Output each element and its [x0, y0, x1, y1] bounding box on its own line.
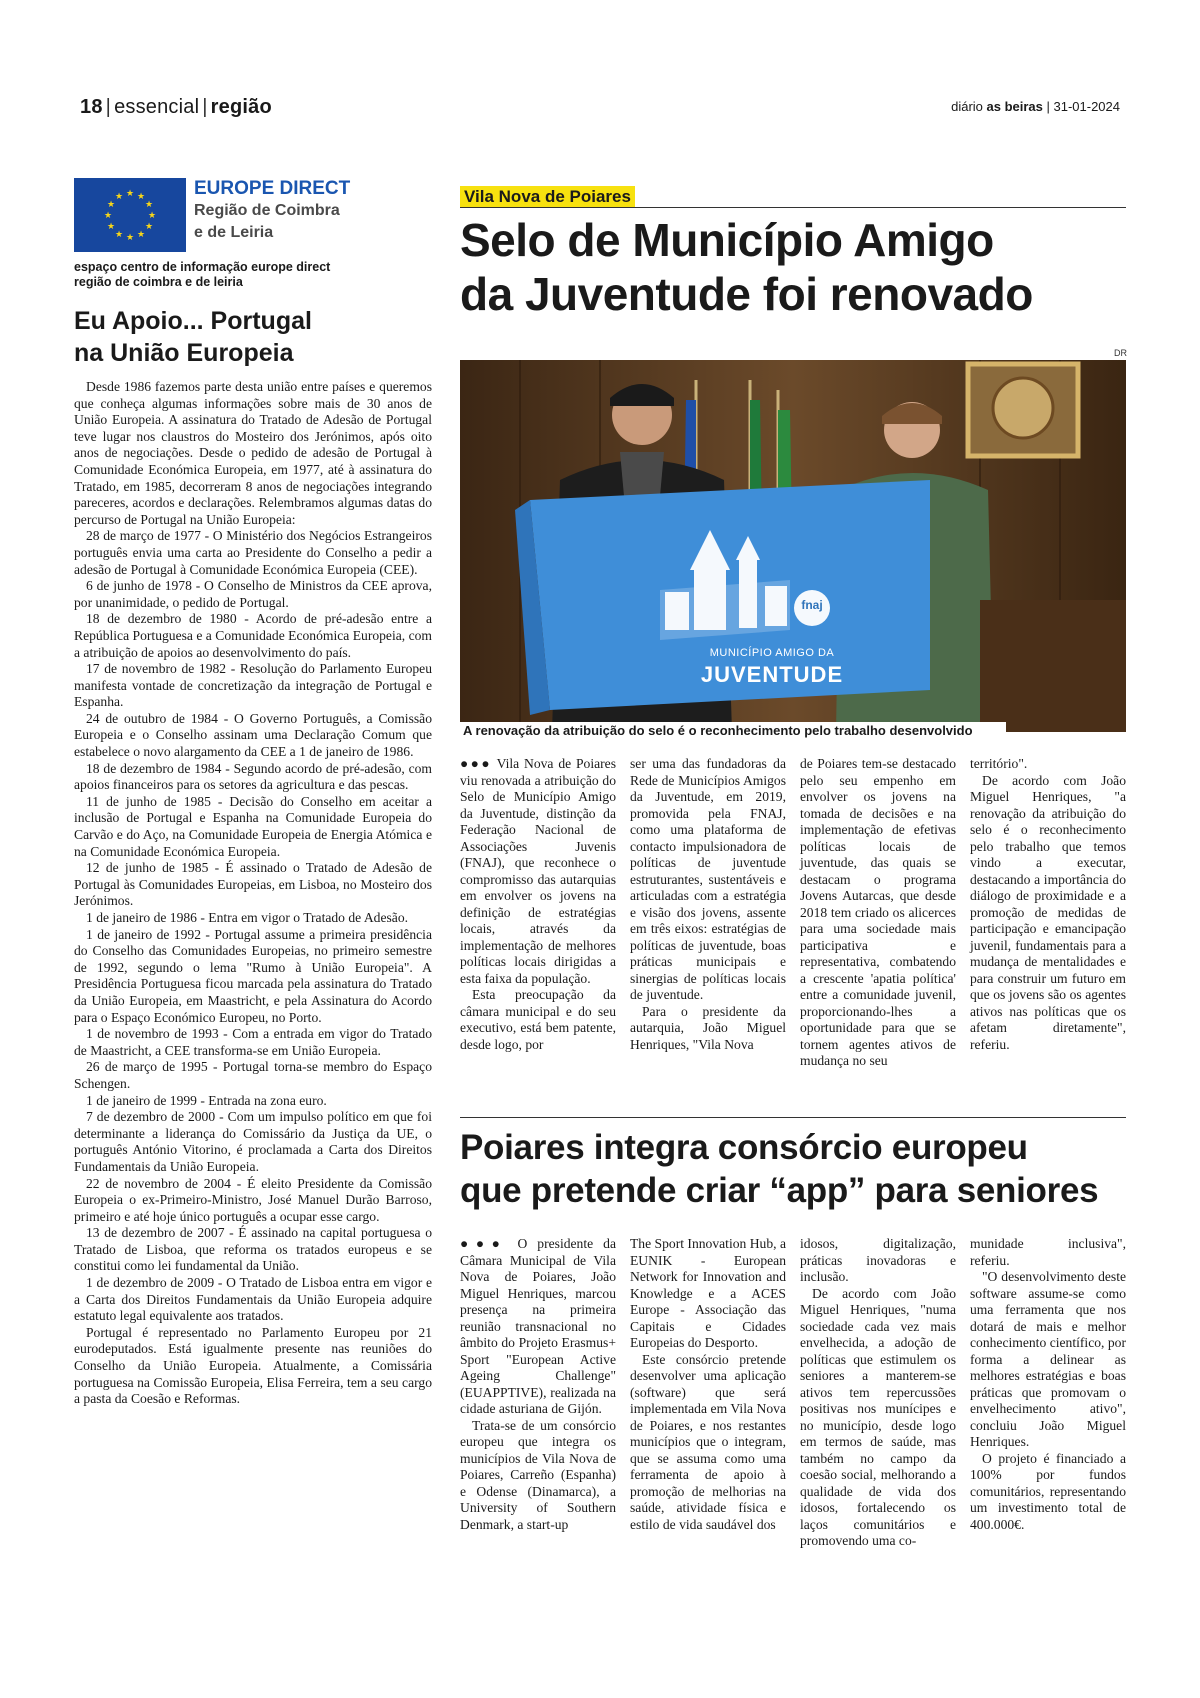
headline-line: da Juventude foi renovado — [460, 268, 1033, 320]
paragraph: Portugal é representado no Parlamento Europeu por 21 eurodeputados. Está igualmente presente nas reuniões do Conselho da União Europeia. Atualmente, a Comissária portuguesa na Comissão Europeia, Elisa Ferreira, tem a seu cargo a pasta da Coesão e Reformas. — [74, 1324, 432, 1407]
paragraph: munidade inclusiva", referiu. — [970, 1236, 1126, 1268]
paragraph: idosos, digitalização, práticas inovadoras e inclusão. — [800, 1236, 956, 1284]
headline-line: Poiares integra consórcio europeu — [460, 1128, 1028, 1167]
paragraph: Este consórcio pretende desenvolver uma aplicação (software) que será implementada em Vila Nova de Poiares, e nos restantes municípios que o integram, que se assuma como uma ferramenta de apoio à promoção de melhorias na saúde, atividade física e estilo de vida saudável dos — [630, 1351, 786, 1532]
paragraph: 11 de junho de 1985 - Decisão do Conselho em aceitar a inclusão de Portugal e Espanha na Comunidade Europeia do Carvão e do Aço, na Comunidade Europeia de Energia Atómica e na Comunidade Económica Europeia. — [74, 793, 432, 859]
paragraph: "O desenvolvimento deste software assume-se como uma ferramenta que nos dotará de mais e melhor conhecimento científico, por forma a delinear as melhores estratégias e boas práticas que promovam o envelhecimento ativo", concluiu João Miguel Henriques. — [970, 1269, 1126, 1449]
headline-line: que pretende criar “app” para seniores — [460, 1171, 1099, 1210]
paragraph: 12 de junho de 1985 - É assinado o Tratado de Adesão de Portugal às Comunidades Europeias, em Lisboa, no Mosteiro dos Jerónimos. — [74, 860, 432, 909]
main-article-headline — [460, 213, 1140, 321]
paragraph: 1 de janeiro de 1992 - Portugal assume a primeira presidência do Conselho das Comunidades Europeias, no primeiro semestre de 1992, segundo o lema "Rumo à União Europeia". A Presidência Portuguesa ficou marcada pela assinatura do Tratado da União Europeia, em Maastricht, e pela Assinatura do Acordo para o Espaço Económico Europeu, no Porto. — [74, 926, 432, 1025]
paragraph-text: Vila Nova de Poiares viu renovada a atribuição do Selo de Município Amigo da Juventude, distinção da Federação Nacional de Associações Juvenis (FNAJ), que reconhece o compromisso das autarquias em envolver os jovens na definição de estratégias locais, através da implementação de melhores políticas locais dirigidas a esta faixa da população. — [460, 756, 617, 986]
headline-line: Selo de Município Amigo — [460, 214, 994, 266]
paragraph: 18 de dezembro de 1980 - Acordo de pré-adesão entre a República Portuguesa e a Comunidade Económica Europeia, com a atribuição de apoios ao desenvolvimento do país. — [74, 611, 432, 660]
paragraph: O projeto é financiado a 100% por fundos comunitários, representando um investimento total de 400.000€. — [970, 1450, 1126, 1532]
svg-text:★: ★ — [114, 192, 124, 202]
europe-direct-region1: Região de Coimbra — [194, 202, 340, 219]
paragraph: de Poiares tem-se destacado pelo seu empenho em envolver os jovens na tomada de decisões e na implementação de efetivas políticas locais de juventude, das quais se destacam o programa Jovens Autarcas, que desde 2018 tem criado os alicerces para uma sociedade mais participativa e representativa, combatendo a crescente 'apatia política' entre a comunidade juvenil, proporcionando-lhes a oportunidade para que se tornem agentes ativos de mudança no seu — [800, 756, 956, 1068]
paragraph: território". — [970, 756, 1028, 771]
paragraph: Trata-se de um consórcio europeu que integra os municípios de Vila Nova de Poiares, Carreño (Espanha) e Odense (Dinamarca), a University of Southern Denmark, a start-up — [460, 1417, 616, 1532]
paragraph: 22 de novembro de 2004 - É eleito Presidente da Comissão Europeia o ex-Primeiro-Ministro, José Manuel Durão Barroso, primeiro e até hoje único português a ocupar esse cargo. — [74, 1175, 432, 1224]
flag-text-line2: JUVENTUDE — [700, 662, 844, 687]
article-column-3 — [800, 756, 956, 1070]
europe-direct-caption — [74, 260, 374, 290]
paragraph-text: O presidente da Câmara Municipal de Vila Nova de Poiares, João Miguel Henriques, marcou presença na primeira reunião transnacional no âmbito do Projeto Erasmus+ Sport "European Active Ageing Challenge" (EUAPPTIVE), realizada na cidade asturiana de Gijón. — [460, 1236, 616, 1416]
section-name: essencial — [114, 96, 200, 118]
svg-text:★: ★ — [144, 222, 154, 232]
bullet-dots-icon: ●●● — [460, 756, 492, 771]
svg-text:★: ★ — [125, 233, 135, 243]
svg-text:★: ★ — [125, 189, 135, 199]
article-column-1 — [460, 756, 616, 1053]
left-article-title — [74, 305, 394, 369]
svg-text:★: ★ — [136, 230, 146, 240]
second-article-column-1 — [460, 1236, 616, 1533]
paragraph: 6 de junho de 1978 - O Conselho de Ministros da CEE aprova, por unanimidade, o pedido de Portugal. — [74, 578, 432, 610]
divider — [460, 207, 1126, 208]
paragraph: 17 de novembro de 1982 - Resolução do Parlamento Europeu manifesta vontade de concretização da integração de Portugal e Espanha. — [74, 661, 432, 710]
fnaj-logo: fnaj — [801, 598, 823, 612]
title-line: na União Europeia — [74, 339, 294, 367]
photo-caption: A renovação da atribuição do selo é o reconhecimento pelo trabalho desenvolvido — [460, 722, 1006, 739]
article-kicker: Vila Nova de Poiares — [460, 186, 635, 208]
caption-line: espaço centro de informação europe direct — [74, 260, 331, 274]
caption-line: região de coimbra e de leiria — [74, 275, 243, 289]
paragraph: Desde 1986 fazemos parte desta união entre países e queremos que conheça algumas informações sobre mais de 30 anos de União Europeia. A assinatura do Tratado de Adesão de Portugal teve lugar nos claustros do Mosteiro dos Jerónimos, após oito anos de negociações. Desde o pedido de adesão de Portugal à Comunidade Económica Europeia, em 1977, até à assinatura do Tratado, em 1985, decorreram 8 anos de negociações integrando pareceres, acordos e declarações. Relembramos algumas datas do percurso de Portugal na União Europeia: — [74, 379, 432, 527]
paragraph: The Sport Innovation Hub, a EUNIK - European Network for Innovation and Knowledge e a ACES Europe - Associação das Capitais e Cidades Europeias do Desporto. — [630, 1236, 786, 1350]
svg-text:★: ★ — [106, 200, 116, 210]
svg-text:★: ★ — [144, 200, 154, 210]
svg-text:★: ★ — [114, 230, 124, 240]
article-photo — [460, 360, 1126, 732]
article-column-4 — [970, 756, 1126, 1053]
paragraph: 26 de março de 1995 - Portugal torna-se membro do Espaço Schengen. — [74, 1059, 432, 1091]
second-article-column-2 — [630, 1236, 786, 1533]
second-article-column-3 — [800, 1236, 956, 1550]
newspaper-prefix: diário — [951, 99, 983, 114]
page-number: 18 — [80, 96, 103, 118]
paragraph: 1 de janeiro de 1999 - Entrada na zona euro. — [86, 1092, 327, 1108]
issue-date: 31-01-2024 — [1053, 99, 1120, 114]
flag-text-line1: MUNICÍPIO AMIGO DA — [709, 647, 835, 659]
page-header-right: diário as beiras | 31-01-2024 — [951, 99, 1120, 114]
svg-text:★: ★ — [136, 192, 146, 202]
europe-direct-name: EUROPE DIRECT — [194, 178, 351, 199]
paragraph: 7 de dezembro de 2000 - Com um impulso político em que foi determinante a liderança do Comissário da Justiça da UE, o português António Vitorino, é proclamada a Carta dos Direitos Fundamentais da União Europeia. — [74, 1109, 432, 1174]
article-column-2 — [630, 756, 786, 1053]
subsection-name: região — [210, 96, 272, 118]
paragraph — [460, 1236, 616, 1418]
photo-credit: DR — [1114, 348, 1127, 358]
page-header-left: 18 | essencial | região — [80, 96, 272, 118]
left-article-body — [74, 379, 432, 1408]
paragraph: 1 de dezembro de 2009 - O Tratado de Lisboa entra em vigor e a Carta dos Direitos Fundamentais da União Europeia adquire estatuto legal equivalente aos tratados. — [74, 1275, 432, 1324]
bullet-dots-icon: ●●● — [460, 1236, 508, 1251]
svg-text:★: ★ — [106, 222, 116, 232]
eu-flag-icon — [74, 178, 186, 252]
svg-text:★: ★ — [103, 211, 113, 221]
newspaper-name: as beiras — [986, 99, 1043, 114]
paragraph — [460, 756, 616, 987]
europe-direct-region2: e de Leiria — [194, 224, 274, 241]
title-line: Eu Apoio... Portugal — [74, 307, 312, 335]
paragraph: ser uma das fundadoras da Rede de Municípios Amigos da Juventude, em 2019, promovida pela FNAJ, como uma plataforma de contacto impulsionadora de políticas de juventude estruturantes, sustentáveis e articuladas com a estratégia e visão dos jovens, assente em três eixos: estratégias de políticas de juventude, boas práticas municipais e sinergias de políticas locais de juventude. — [630, 756, 786, 1002]
paragraph: 28 de março de 1977 - O Ministério dos Negócios Estrangeiros português envia uma carta ao Presidente do Conselho a pedir a adesão de Portugal à Comunidade Económica Europeia (CEE). — [74, 528, 432, 577]
paragraph: 24 de outubro de 1984 - O Governo Português, a Comissão Europeia e o Conselho assinam uma Declaração Comum que estabelece o novo alargamento da CEE a 1 de janeiro de 1986. — [74, 710, 432, 760]
paragraph: Para o presidente da autarquia, João Miguel Henriques, "Vila Nova — [630, 1003, 786, 1052]
paragraph: 18 de dezembro de 1984 - Segundo acordo de pré-adesão, com apoios financeiros para os setores da agricultura e das pescas. — [74, 760, 432, 793]
paragraph: De acordo com João Miguel Henriques, "numa sociedade cada vez mais envelhecida, a adoção de políticas que estimulem os seniores a manterem-se ativos tem repercussões positivas nos munícipes e no município, desde logo em termos de saúde, mas também no campo da coesão social, melhorando a qualidade de vida dos idosos, fortalecendo os laços comunitários e promovendo uma co- — [800, 1285, 956, 1548]
europe-direct-logo — [74, 178, 364, 252]
paragraph: 1 de novembro de 1993 - Com a entrada em vigor do Tratado de Maastricht, a CEE transforma-se em União Europeia. — [74, 1026, 432, 1058]
paragraph: Esta preocupação da câmara municipal e do seu executivo, está bem patente, desde logo, por — [460, 987, 616, 1052]
paragraph: 1 de janeiro de 1986 - Entra em vigor o Tratado de Adesão. — [86, 910, 409, 925]
second-article-column-4 — [970, 1236, 1126, 1533]
paragraph: 13 de dezembro de 2007 - É assinado na capital portuguesa o Tratado de Lisboa, que reforma os tratados europeus e se constitui como lei fundamental da União. — [74, 1225, 432, 1274]
paragraph: De acordo com João Miguel Henriques, "a renovação da atribuição do selo é o reconhecimento pelo trabalho que temos vindo a executar, destacando a importância do diálogo de proximidade e a promoção de medidas de participação e emancipação juvenil, fundamentais para a mudança de mentalidades e para construir um futuro em que os jovens são os agentes ativos nas políticas que os afetam diretamente", referiu. — [970, 772, 1126, 1052]
divider — [460, 1117, 1126, 1118]
svg-text:★: ★ — [147, 211, 157, 221]
second-article-headline — [460, 1126, 1140, 1212]
